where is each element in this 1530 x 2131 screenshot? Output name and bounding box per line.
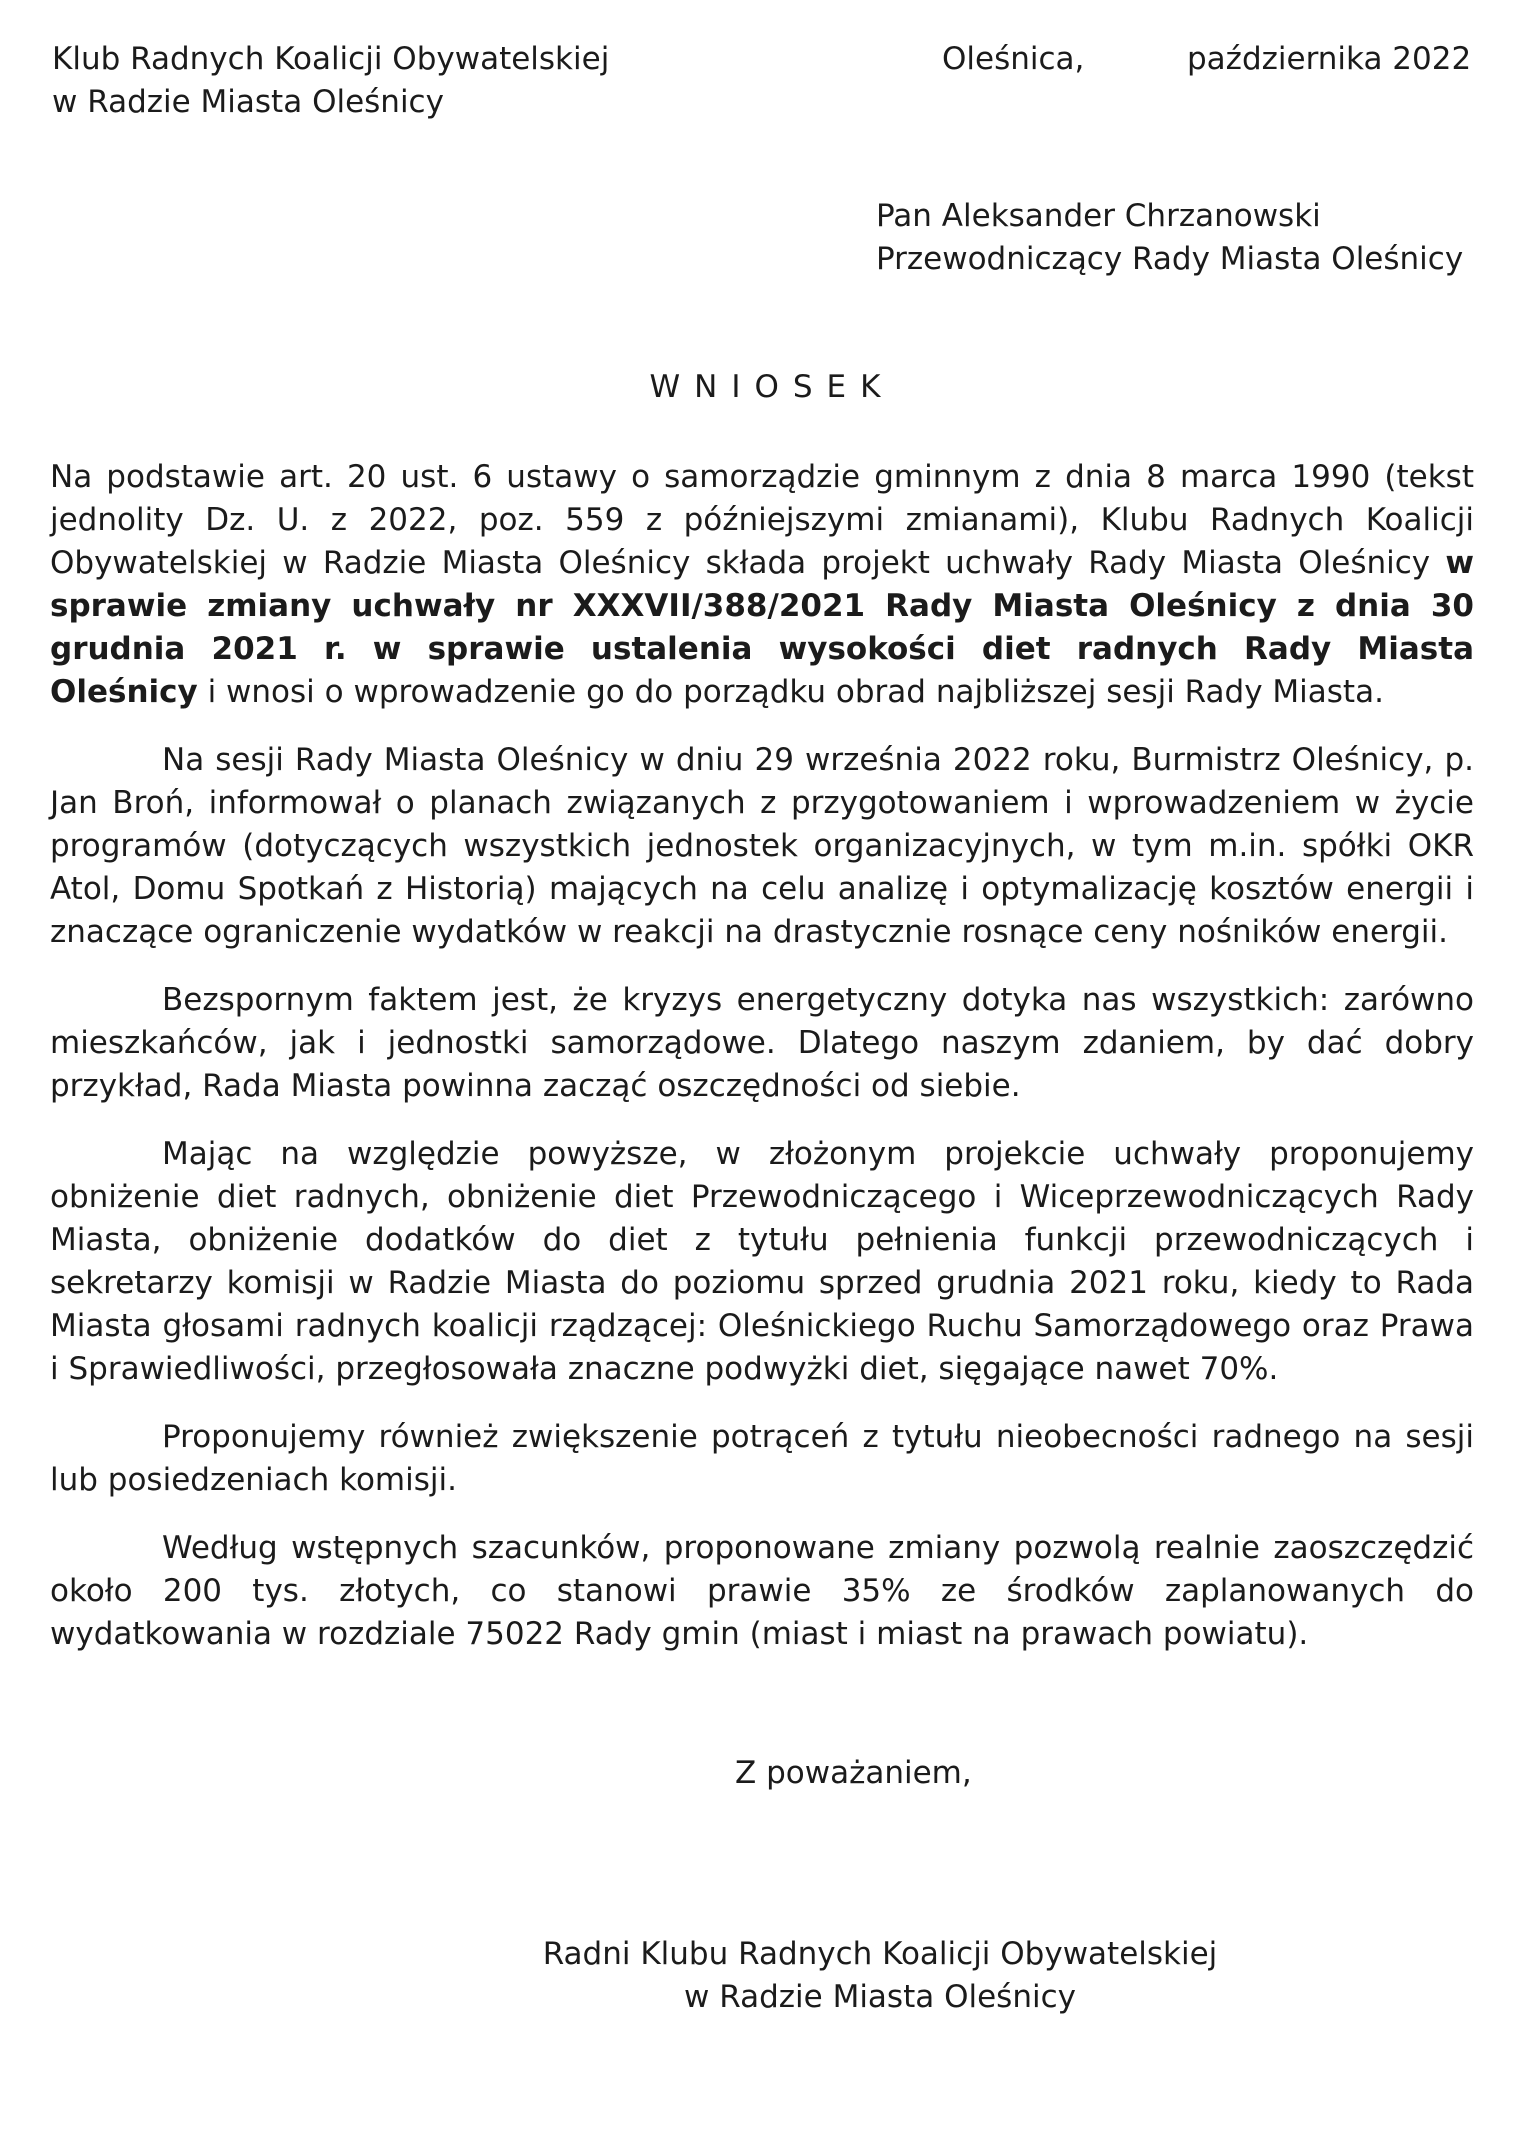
letter-date: października 2022: [1187, 41, 1472, 77]
place-date-block: [942, 38, 1482, 81]
paragraph-proposal: Mając na względzie powyższe, w złożonym projekcie uchwały proponujemy obniżenie diet radnych, obniżenie diet Przewodniczącego i Wiceprzewodniczących Rady Miasta, obniżenie dodatków do diet z tytułu pełnienia funkcji przewodniczących i sekretarzy komisji w Radzie Miasta do poziomu sprzed grudnia 2021 roku, kiedy to Rada Miasta głosami radnych koalicji rządzącej: Oleśnickiego Ruchu Samorządowego oraz Prawa i Sprawiedliwości, przegłosowała znaczne podwyżki diet, sięgające nawet 70%.: [50, 1136, 1474, 1387]
recipient-block: [876, 195, 1496, 281]
paragraph-energy-crisis: Bezspornym faktem jest, że kryzys energetyczny dotyka nas wszystkich: zarówno mieszkańców, jak i jednostki samorządowe. Dlatego naszym zdaniem, by dać dobry przykład, Rada Miasta powinna zacząć oszczędności od siebie.: [50, 982, 1474, 1104]
document-title: WNIOSEK: [649, 369, 895, 405]
signature-line-2: w Radzie Miasta Oleśnicy: [684, 1979, 1076, 2015]
paragraph-1-bold: w sprawie zmiany uchwały nr XXXVII/388/2021 Rady Miasta Oleśnicy z dnia 30 grudnia 2021 r. w sprawie ustalenia wysokości diet radnych Rady Miasta Oleśnicy: [50, 545, 1474, 710]
recipient-name: Pan Aleksander Chrzanowski: [876, 198, 1321, 234]
paragraph-1-part-2: i wnosi o wprowadzenie go do porządku obrad najbliższej sesji Rady Miasta.: [197, 674, 1384, 710]
paragraph-1-part-1: Na podstawie art. 20 ust. 6 ustawy o samorządzie gminnym z dnia 8 marca 1990 (tekst jednolity Dz. U. z 2022, poz. 559 z późniejszymi zmianami), Klubu Radnych Koalicji Obywatelskiej w Radzie Miasta Oleśnicy składa projekt uchwały Rady Miasta Oleśnicy: [50, 459, 1474, 581]
paragraph-deductions: Proponujemy również zwiększenie potrąceń z tytułu nieobecności radnego na sesji lub posiedzeniach komisji.: [50, 1419, 1474, 1498]
recipient-title: Przewodniczący Rady Miasta Oleśnicy: [876, 241, 1464, 277]
sender-line-1: Klub Radnych Koalicji Obywatelskiej: [52, 41, 610, 77]
closing-salutation: Z poważaniem,: [735, 1755, 972, 1791]
place-city: Oleśnica,: [942, 41, 1085, 77]
sender-block: [52, 38, 752, 124]
letter-body: [50, 456, 1474, 1681]
signature-line-1: Radni Klubu Radnych Koalicji Obywatelskiej: [542, 1936, 1218, 1972]
paragraph-savings: Według wstępnych szacunków, proponowane zmiany pozwolą realnie zaoszczędzić około 200 tys. złotych, co stanowi prawie 35% ze środków zaplanowanych do wydatkowania w rozdziale 75022 Rady gmin (miast i miast na prawach powiatu).: [50, 1530, 1474, 1652]
paragraph-session: Na sesji Rady Miasta Oleśnicy w dniu 29 września 2022 roku, Burmistrz Oleśnicy, p. Jan Broń, informował o planach związanych z przygotowaniem i wprowadzeniem w życie programów (dotyczących wszystkich jednostek organizacyjnych, w tym m.in. spółki OKR Atol, Domu Spotkań z Historią) mających na celu analizę i optymalizację kosztów energii i znaczące ograniczenie wydatków w reakcji na drastycznie rosnące ceny nośników energii.: [50, 742, 1474, 950]
signature-block: [440, 1933, 1320, 2019]
paragraph-legal-basis: [50, 456, 1474, 714]
sender-line-2: w Radzie Miasta Oleśnicy: [52, 84, 444, 120]
